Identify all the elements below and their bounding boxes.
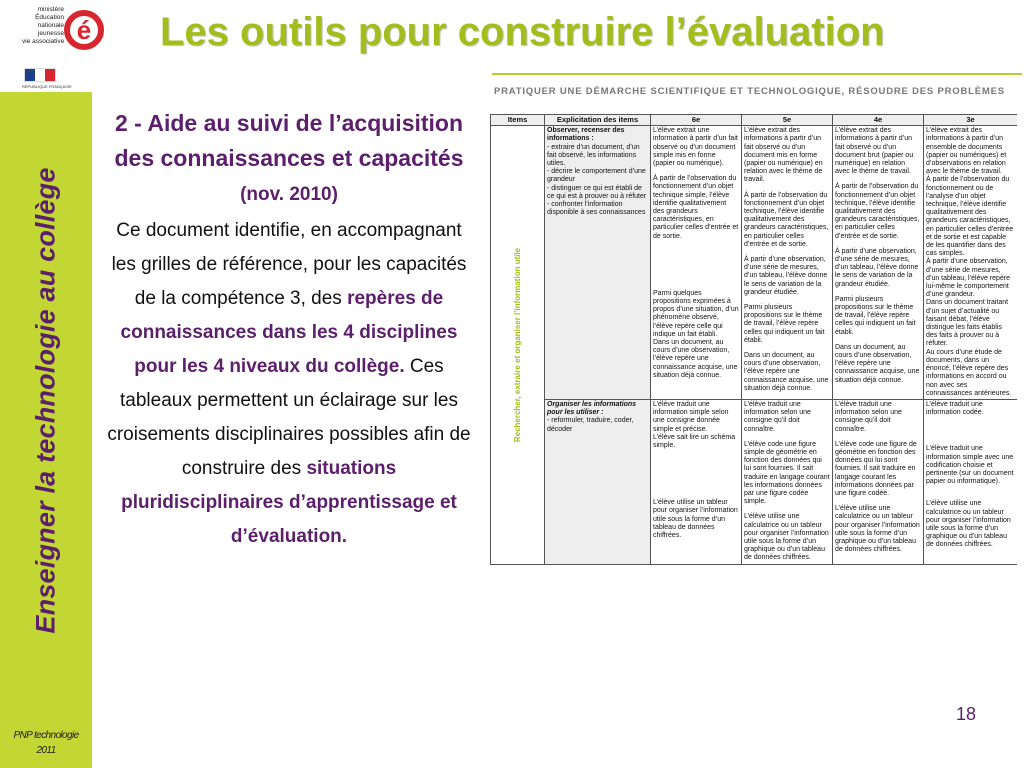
cell-text: Organiser les informations pour les utiliser :	[547, 400, 637, 417]
cell-text: L’élève extrait des informations à partir d’un fait observé ou d’un document brut (papier ou numérique) en relation avec le thème de travail.	[835, 127, 914, 176]
logo-line: ministère	[37, 6, 64, 13]
cell-text: - extraire d’un document, d’un fait observé, les informations utiles.	[547, 143, 640, 168]
page-number: 18	[956, 704, 977, 724]
column-header: 6e	[651, 115, 742, 126]
level-cell-3e	[924, 126, 1018, 400]
section-date: (nov. 2010)	[240, 184, 338, 205]
description-emphasis: repères de connaissances dans les 4 disciplines pour les 4 niveaux du collège.	[120, 288, 458, 377]
level-cell-6e	[651, 126, 742, 400]
cell-text: - distinguer ce qui est établi de ce qui est à prouver ou à réfuter	[547, 184, 647, 200]
republique-label: RÉPUBLIQUE FRANÇAISE	[22, 84, 72, 89]
cell-text: Dans un document, au cours d’une observation, l’élève repère une connaissance acquise, une situation déjà connue.	[744, 352, 829, 392]
logo-line: Éducation	[35, 14, 64, 21]
cell-text: À partir d’une observation, d’une série de mesures, d’un tableau, l’élève donne le sens de variation de la grandeur étudiée.	[744, 256, 828, 296]
french-flag-icon	[24, 68, 56, 82]
sidebar-vertical-title-text: Enseigner la technologie au collège	[30, 166, 61, 634]
cell-text: Au cours d’une étude de documents, dans un énoncé, l’élève repère des informations en accord ou non avec ses connaissances antérieures.	[926, 348, 1012, 397]
ministry-logo-text	[22, 6, 64, 46]
level-cell-4e	[833, 399, 924, 564]
cell-text: L’élève extrait des informations à partir d’un ensemble de documents (papier ou numériques) et d’observations en relation avec le thème de travail.	[926, 127, 1007, 176]
level-cell-5e	[742, 399, 833, 564]
cell-text: L’élève traduit une information simple avec une codification choisie et pertinente (sur un document papier ou informatique).	[926, 445, 1014, 486]
sidebar-footer-line2: 2011	[36, 745, 56, 756]
logo-line: jeunesse	[37, 30, 64, 37]
cell-text: L’élève utilise une calculatrice ou un tableur pour organiser l’information utile sous la forme d’un graphique ou d’un tableau de données chiffrées.	[835, 505, 920, 554]
document-heading: PRATIQUER UNE DÉMARCHE SCIENTIFIQUE ET TECHNOLOGIQUE, RÉSOUDRE DES PROBLÈMES	[494, 86, 1005, 97]
explicitation-cell	[545, 399, 651, 564]
cell-text: L’élève traduit une information selon une consigne qu’il doit connaître.	[835, 400, 902, 433]
level-cell-3e	[924, 399, 1018, 564]
cell-text: L’élève code une figure de géométrie en fonction des données qui lui sont fournies. Il sait traduire en langage courant les informations données par une figure codée.	[835, 440, 917, 497]
content-column	[104, 106, 474, 554]
ministry-logo	[18, 4, 108, 92]
cell-text: - reformuler, traduire, coder, décoder	[547, 417, 634, 433]
cell-text: À partir d’une observation, d’une série de mesures, d’un tableau, l’élève repère lui-même le comportement d’une grandeur.	[926, 258, 1011, 299]
cell-text: L’élève utilise une calculatrice ou un tableur pour organiser l’information utile sous la forme d’un graphique ou d’un tableau de données chiffrées.	[926, 500, 1011, 549]
title-divider	[492, 73, 1022, 75]
sidebar-footer	[0, 728, 92, 758]
explicitation-cell	[545, 126, 651, 400]
cell-text: Parmi quelques propositions exprimées à propos d’une situation, d’un phénomène observé, l’élève repère celle qui indique un fait établi.	[653, 289, 739, 338]
cell-text: À partir d’une observation, d’une série de mesures, d’un tableau, l’élève donne le sens de variation de la grandeur étudiée.	[835, 247, 919, 288]
section-subtitle: 2 - Aide au suivi de l’acquisition des connaissances et capacités	[114, 110, 464, 171]
cell-text: - confronter l’information disponible à ses connaissances	[547, 201, 646, 217]
education-emblem-icon: é	[64, 10, 104, 50]
column-header: Explicitation des items	[545, 115, 651, 126]
description-emphasis: situations pluridisciplinaires d’apprentissage et d’évaluation.	[121, 458, 457, 547]
column-header: 4e	[833, 115, 924, 126]
cell-text: L’élève utilise une calculatrice ou un tableur pour organiser l’information utile sous la forme d’un graphique ou d’un tableau de données chiffrées.	[744, 513, 829, 562]
cell-text: Dans un document traitant d’un sujet d’actualité ou faisant débat, l’élève distingue les faits établis des faits à prouver ou à réfuter.	[926, 299, 1009, 348]
cell-text: Dans un document, au cours d’une observation, l’élève repère une connaissance acquise, une situation déjà connue.	[653, 339, 738, 379]
logo-line: nationale	[37, 22, 64, 29]
cell-text: Dans un document, au cours d’une observation, l’élève repère une connaissance acquise, une situation déjà connue.	[835, 343, 920, 384]
item-label: Rechercher, extraire et organiser l’information utile	[512, 247, 522, 443]
table-row	[491, 399, 1018, 564]
cell-text: L’élève extrait une information à partir d’un fait observé ou d’un document simple mis en forme (papier ou numérique).	[653, 127, 738, 168]
description-text: Ce document identifie, en accompagnant les grilles de référence, pour les capacités de la compétence 3, des	[111, 220, 467, 309]
item-cell	[491, 126, 545, 564]
level-cell-4e	[833, 126, 924, 400]
column-header: Items	[491, 115, 545, 126]
cell-text: À partir de l’observation du fonctionnement ou de l’analyse d’un objet technique, l’élève identifie qualitativement des grandeurs caractéristiques, en particulier celles d’entrée et de sortie et est capable de les quantifier dans des cas simples.	[926, 176, 1014, 258]
cell-text: L’élève traduit une information selon une consigne qu’il doit connaître.	[744, 400, 811, 433]
column-header: 5e	[742, 115, 833, 126]
table-row	[491, 126, 1018, 400]
page-title: Les outils pour construire l’évaluation	[160, 10, 885, 54]
description-paragraph	[104, 214, 474, 554]
cell-text: À partir de l’observation du fonctionnement d’un objet technique, l’élève identifie qualitativement des grandeurs caractéristiques, en particulier celles d’entrée et de sortie.	[744, 191, 829, 248]
cell-text: L’élève sait lire un schéma simple.	[653, 433, 736, 449]
document-excerpt	[490, 84, 1017, 738]
level-cell-6e	[651, 399, 742, 564]
cell-text: À partir de l’observation du fonctionnement d’un objet technique simple, l’élève identifie qualitativement des grandeurs caractéristiques, en particulier celles d’entrée et de sortie.	[653, 175, 739, 240]
cell-text: L’élève extrait des informations à partir d’un fait observé ou d’un document mis en forme (papier ou numérique) en relation avec le thème de travail.	[744, 127, 823, 184]
cell-text: Parmi plusieurs propositions sur le thème de travail, l’élève repère celles qui indiquent un fait établi.	[835, 295, 916, 336]
sidebar-vertical-title	[18, 120, 74, 680]
cell-text: Parmi plusieurs propositions sur le thème de travail, l’élève repère celles qui indiquent un fait établi.	[744, 304, 825, 344]
logo-line: vie associative	[22, 38, 65, 45]
description-text: Ces tableaux permettent un éclairage sur les croisements disciplinaires possibles afin de construire des	[107, 356, 471, 479]
cell-text: - décrire le comportement d’une grandeur	[547, 168, 646, 184]
cell-text: L’élève utilise un tableur pour organiser l’information utile sous la forme d’un tableau de données chiffrées.	[653, 499, 738, 539]
cell-text: L’élève traduit une information simple selon une consigne donnée simple et précise.	[653, 400, 729, 433]
cell-text: L’élève code une figure simple de géométrie en fonction des données qui lui sont fournies. Il sait traduire en langage courant les informations données par une figure codée simple.	[744, 440, 830, 506]
competence-table	[490, 114, 1017, 565]
cell-text: Observer, recenser des informations :	[547, 127, 625, 143]
column-header: 3e	[924, 115, 1018, 126]
cell-text: L’élève traduit une information codée.	[926, 400, 984, 417]
cell-text: À partir de l’observation du fonctionnement d’un objet technique, l’élève identifie qualitativement des grandeurs caractéristiques, en particulier celles d’entrée et de sortie.	[835, 183, 920, 240]
sidebar-footer-line1: PNP technologie	[13, 730, 79, 741]
level-cell-5e	[742, 126, 833, 400]
table-header-row	[491, 115, 1018, 126]
